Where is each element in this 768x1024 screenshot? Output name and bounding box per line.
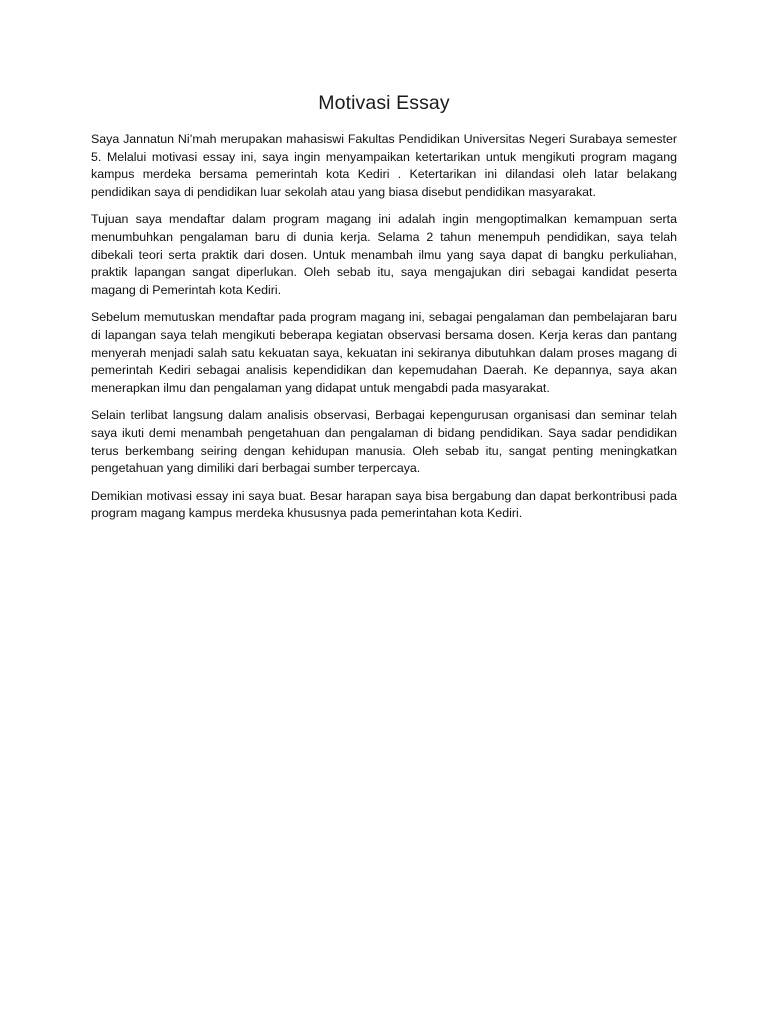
document-title: Motivasi Essay xyxy=(318,92,450,114)
paragraph-5: Demikian motivasi essay ini saya buat. Besar harapan saya bisa bergabung dan dapat berkontribusi pada program magang kampus merdeka khususnya pada pemerintahan kota Kediri. xyxy=(91,488,677,521)
paragraph-4: Selain terlibat langsung dalam analisis observasi, Berbagai kepengurusan organisasi dan seminar telah saya ikuti demi menambah pengetahuan dan pengalaman di bidang pendidikan. Saya sadar pendidikan terus berkembang seiring dengan kehidupan manusia. Oleh sebab itu, sangat penting meningkatkan pengetahuan yang dimiliki dari berbagai sumber terpercaya. xyxy=(91,408,677,476)
paragraph-1: Saya Jannatun Ni’mah merupakan mahasiswi Fakultas Pendidikan Universitas Negeri Surabaya semester 5. Melalui motivasi essay ini, saya ingin menyampaikan ketertarikan untuk mengikuti program magang kampus merdeka bersama pemerintah kota Kediri . Ketertarikan ini dilandasi oleh latar belakang pendidikan saya di pendidikan luar sekolah atau yang biasa disebut pendidikan masyarakat. xyxy=(91,132,677,199)
document-body xyxy=(91,131,677,533)
paragraph-2: Tujuan saya mendaftar dalam program magang ini adalah ingin mengoptimalkan kemampuan serta menumbuhkan pengalaman baru di dunia kerja. Selama 2 tahun menempuh pendidikan, saya telah dibekali teori serta praktik dari dosen. Untuk menambah ilmu yang saya dapat di bangku perkuliahan, praktik lapangan sangat diperlukan. Oleh sebab itu, saya mengajukan diri sebagai kandidat peserta magang di Pemerintah kota Kediri. xyxy=(91,212,677,297)
paragraph-3: Sebelum memutuskan mendaftar pada program magang ini, sebagai pengalaman dan pembelajaran baru di lapangan saya telah mengikuti beberapa kegiatan observasi bersama dosen. Kerja keras dan pantang menyerah menjadi salah satu kekuatan saya, kekuatan ini sekiranya dibutuhkan dalam proses magang di pemerintah Kediri sebagai analisis kependidikan dan kepemudahan Daerah. Ke depannya, saya akan menerapkan ilmu dan pengalaman yang didapat untuk mengabdi pada masyarakat. xyxy=(91,310,677,395)
